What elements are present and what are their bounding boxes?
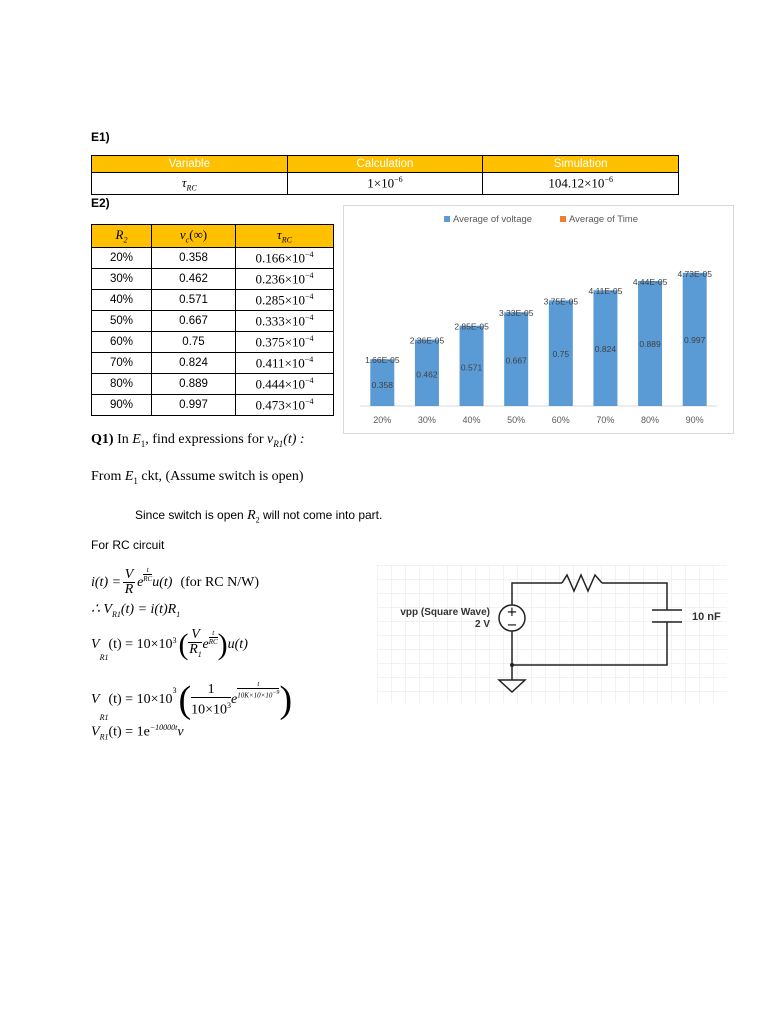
tau-exponent: −4 — [305, 249, 314, 259]
e2-tau-cell — [236, 353, 334, 374]
eq4-exp-den: 10K×10×10 — [237, 691, 273, 700]
e2-row — [92, 290, 334, 311]
eq3-exp-den: RC — [208, 637, 218, 646]
rc-circuit-line: For RC circuit — [91, 538, 165, 552]
eq5-mid: (t) = 1e — [108, 724, 150, 740]
e1-simulation-cell — [483, 173, 679, 195]
eq3-den-sub: 1 — [197, 649, 202, 659]
eq4-paren-open: ( — [178, 679, 192, 721]
simulation-exponent: −6 — [604, 175, 613, 185]
e2-row — [92, 269, 334, 290]
equation-current — [91, 568, 259, 597]
simulation-value: 104.12×10 — [548, 175, 605, 191]
calculation-value: 1×10 — [367, 175, 395, 191]
equation-vr1-final — [91, 723, 184, 741]
tau-value: 0.375×10 — [255, 334, 306, 350]
eq3-exponent — [209, 629, 218, 646]
eq1-e: e — [137, 574, 144, 590]
tau-exponent: −4 — [305, 270, 314, 280]
e1-header-row — [92, 156, 679, 173]
eq4-num: 1 — [207, 682, 215, 698]
e2-v-cell: 0.889 — [152, 374, 236, 395]
e2-tau-cell — [236, 332, 334, 353]
eq4-exponent — [237, 680, 279, 699]
e2-v-cell: 0.667 — [152, 311, 236, 332]
eq4-lhs: V — [91, 692, 100, 707]
tau-value: 0.285×10 — [255, 292, 306, 308]
e2-r-cell: 50% — [92, 311, 152, 332]
e2-r-cell: 80% — [92, 374, 152, 395]
switch-line — [135, 508, 382, 524]
e2-v-cell: 0.462 — [152, 269, 236, 290]
e2-v-cell: 0.75 — [152, 332, 236, 353]
source-minus: − — [506, 618, 518, 633]
e2-header-tau — [236, 225, 334, 248]
from-text-a: From — [91, 469, 125, 484]
e1-header-calculation: Calculation — [287, 156, 483, 173]
junction-dot — [510, 663, 514, 667]
e2-r-cell: 60% — [92, 332, 152, 353]
e1-data-row — [92, 173, 679, 195]
e1-header-simulation: Simulation — [483, 156, 679, 173]
e2-r-cell: 30% — [92, 269, 152, 290]
q1-e-sub: 1 — [140, 438, 146, 449]
e2-tau-cell — [236, 311, 334, 332]
from-e: E — [124, 469, 134, 484]
legend-swatch — [560, 216, 566, 222]
eq3-e: e — [202, 637, 209, 652]
bar-top-label: 3.33E-05 — [498, 308, 534, 319]
e2-header-v — [152, 225, 236, 248]
source-label: vpp (Square Wave) — [400, 607, 490, 618]
from-text-b: ckt, (Assume switch is open) — [137, 469, 304, 484]
tau-value: 0.411×10 — [255, 355, 305, 371]
e2-table — [91, 224, 334, 416]
tau-value: 0.236×10 — [255, 271, 306, 287]
equation-vr1-expanded — [91, 628, 248, 662]
eq3-paren-open: ( — [178, 628, 189, 661]
x-tick-label: 30% — [417, 415, 436, 425]
legend-label: Average of Time — [569, 214, 639, 225]
bar-value-label: 0.358 — [371, 379, 393, 390]
tau-value: 0.333×10 — [255, 313, 306, 329]
bar-value-label: 0.571 — [460, 362, 483, 373]
q1-text-a: In — [113, 432, 133, 447]
eq3-exp-num: t — [212, 628, 215, 637]
tau-exponent: −4 — [305, 291, 314, 301]
bar-value-label: 0.889 — [639, 339, 661, 350]
tau-exponent: −4 — [305, 396, 314, 406]
e2-row — [92, 332, 334, 353]
bar-value-label: 0.824 — [594, 343, 617, 354]
equation-vr1-numeric — [91, 678, 292, 722]
e2-row — [92, 395, 334, 416]
switch-r: R — [247, 508, 256, 523]
tau-value: 0.166×10 — [255, 250, 306, 266]
eq1-tail: u(t) — [152, 574, 173, 590]
e1-variable-cell — [92, 173, 288, 195]
eq1-den: R — [124, 582, 134, 597]
bar-value-label: 0.667 — [505, 355, 527, 366]
eq4-exp: 3 — [172, 686, 177, 695]
q1-e: E — [132, 432, 141, 447]
circuit-grid — [377, 565, 727, 703]
legend-swatch — [444, 216, 450, 222]
eq2-lhs: ∴ V — [91, 602, 112, 617]
e1-heading: E1) — [91, 130, 110, 144]
q1-line — [91, 432, 305, 449]
q1-v-sub: R1 — [273, 438, 284, 449]
e1-calculation-cell — [287, 173, 483, 195]
tau-exponent: −4 — [305, 375, 314, 385]
x-tick-label: 20% — [373, 415, 392, 425]
bar-value-label: 0.997 — [684, 334, 706, 345]
bar-top-label: 2.36E-05 — [409, 335, 445, 346]
from-e-sub: 1 — [133, 475, 138, 486]
tau-symbol: τ — [277, 227, 282, 243]
r-subscript: 2 — [123, 235, 128, 245]
eq2-tail-sub: 1 — [176, 609, 181, 619]
eq1-exp-num: t — [146, 566, 149, 574]
e2-body — [92, 248, 334, 416]
e2-header-row — [92, 225, 334, 248]
e2-v-cell: 0.997 — [152, 395, 236, 416]
e2-row — [92, 374, 334, 395]
e2-row — [92, 248, 334, 269]
v-infinity: (∞) — [189, 227, 208, 243]
bar-chart — [343, 205, 734, 434]
e2-v-cell: 0.358 — [152, 248, 236, 269]
e2-r-cell: 70% — [92, 353, 152, 374]
eq4-lhs-sub: R1 — [99, 713, 109, 722]
v-subscript: c — [185, 235, 190, 245]
e2-tau-cell — [236, 374, 334, 395]
eq1-note: (for RC N/W) — [180, 574, 259, 590]
eq4-exp-den-exp: −9 — [272, 690, 280, 697]
e2-tau-cell — [236, 248, 334, 269]
r-symbol: R — [115, 227, 124, 243]
eq5-lhs: V — [91, 724, 100, 740]
q1-v: v — [267, 432, 274, 447]
eq3-exp: 3 — [172, 636, 177, 645]
e2-row — [92, 353, 334, 374]
e1-table — [91, 155, 679, 195]
switch-text-b: will not come into part. — [259, 508, 383, 522]
eq4-e: e — [231, 692, 238, 707]
equation-vr1 — [91, 601, 180, 619]
q1-label: Q1) — [91, 432, 114, 447]
eq4-den: 10×10 — [191, 702, 228, 718]
eq3-fraction — [188, 628, 202, 662]
e2-tau-cell — [236, 269, 334, 290]
q1-text-c: (t) : — [283, 432, 305, 447]
bar-top-label: 2.85E-05 — [454, 321, 489, 332]
eq4-mid: (t) = 10×10 — [108, 692, 173, 707]
eq5-exp: −10000t — [149, 723, 178, 732]
e2-r-cell: 90% — [92, 395, 152, 416]
legend-label: Average of voltage — [453, 214, 533, 225]
e2-tau-cell — [236, 395, 334, 416]
eq4-exp-den-wrap — [237, 688, 279, 699]
eq3-tail: u(t) — [227, 637, 248, 652]
x-tick-label: 80% — [641, 415, 660, 425]
eq4-den-exp: 3 — [227, 701, 232, 711]
bar-value-label: 0.75 — [552, 349, 570, 360]
x-tick-label: 40% — [462, 415, 481, 425]
tau-exponent: −4 — [304, 354, 314, 364]
bar-value-label: 0.462 — [416, 369, 438, 380]
eq3-den-wrap — [188, 642, 202, 662]
circuit-svg — [377, 565, 727, 703]
switch-r-sub: 2 — [255, 515, 260, 525]
switch-text-a: Since switch is open — [135, 508, 248, 522]
bar-top-label: 1.66E-05 — [365, 355, 400, 366]
source-value: 2 V — [474, 619, 490, 630]
e2-tau-cell — [236, 290, 334, 311]
eq4-den-wrap — [191, 697, 231, 718]
bar-top-label: 4.11E-05 — [588, 286, 623, 297]
eq4-paren-close: ) — [279, 679, 293, 721]
eq4-exp-num: t — [257, 680, 260, 689]
eq3-lhs: V — [91, 637, 100, 652]
rc-circuit-diagram — [377, 565, 727, 703]
eq2-sub: R1 — [111, 609, 121, 619]
e2-heading: E2) — [91, 196, 110, 210]
e1-header-variable: Variable — [92, 156, 288, 173]
tau-symbol: τ — [181, 174, 187, 190]
e2-v-cell: 0.571 — [152, 290, 236, 311]
x-tick-label: 50% — [507, 415, 526, 425]
eq5-tail: v — [177, 724, 184, 740]
bar-top-label: 4.73E-05 — [677, 268, 712, 279]
eq4-fraction — [191, 682, 231, 718]
eq1-lhs: i(t) = — [91, 574, 122, 590]
eq3-num: V — [191, 627, 200, 643]
e2-r-cell: 40% — [92, 290, 152, 311]
eq1-exponent — [143, 566, 152, 583]
calculation-exponent: −6 — [394, 175, 403, 185]
e2-r-cell: 20% — [92, 248, 152, 269]
eq5-lhs-sub: R1 — [99, 732, 109, 742]
tau-value: 0.444×10 — [255, 376, 306, 392]
tau-subscript: RC — [281, 235, 292, 245]
from-line — [91, 469, 304, 486]
eq3-mid: (t) = 10×10 — [108, 637, 173, 652]
e2-row — [92, 311, 334, 332]
eq1-exp-den: RC — [143, 575, 153, 583]
x-tick-label: 90% — [685, 415, 704, 425]
eq3-lhs-sub: R1 — [99, 653, 109, 662]
x-tick-label: 70% — [596, 415, 615, 425]
e2-v-cell: 0.824 — [152, 353, 236, 374]
tau-exponent: −4 — [305, 333, 314, 343]
bar-top-label: 4.44E-05 — [632, 276, 668, 287]
x-tick-label: 60% — [551, 415, 570, 425]
chart-svg — [344, 206, 733, 433]
eq3-paren-close: ) — [217, 628, 228, 661]
e2-header-r — [92, 225, 152, 248]
q1-text-b: , find expressions for — [145, 432, 267, 447]
source-plus: + — [506, 605, 518, 620]
eq1-fraction — [123, 568, 135, 597]
tau-value: 0.473×10 — [255, 397, 306, 413]
bar-top-label: 3.75E-05 — [543, 296, 579, 307]
tau-subscript: RC — [186, 183, 197, 193]
v-symbol: v — [179, 227, 186, 243]
eq1-num: V — [124, 567, 134, 582]
eq3-den: R — [189, 642, 198, 658]
tau-exponent: −4 — [305, 312, 314, 322]
capacitor-label: 10 nF — [692, 611, 721, 623]
eq2-tail: (t) = i(t)R — [120, 602, 177, 617]
